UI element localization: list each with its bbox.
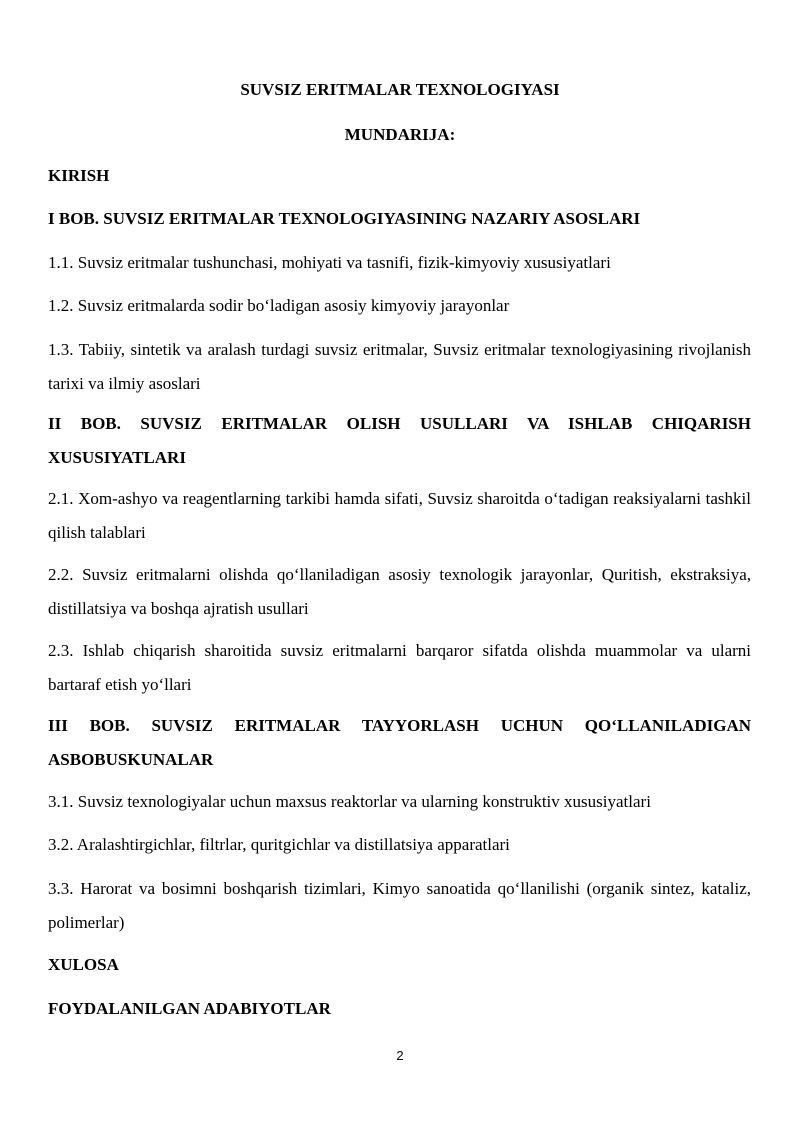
page-number: 2 [396, 1048, 404, 1063]
toc-section-3-3: 3.3. Harorat va bosimni boshqarish tizimlari, Kimyo sanoatida qo‘llanilishi (organik sintez, kataliz, polimerlar) [48, 879, 751, 932]
document-title: SUVSIZ ERITMALAR TEXNOLOGIYASI [240, 80, 560, 99]
toc-chapter1-heading: I BOB. SUVSIZ ERITMALAR TEXNOLOGIYASINING NAZARIY ASOSLARI [48, 209, 641, 228]
toc-chapter3-heading: III BOB. SUVSIZ ERITMALAR TAYYORLASH UCHUN QO‘LLANILADIGAN ASBOBUSKUNALAR [48, 716, 751, 769]
toc-section-1-2: 1.2. Suvsiz eritmalarda sodir bo‘ladigan asosiy kimyoviy jarayonlar [48, 296, 510, 315]
toc-section-3-1: 3.1. Suvsiz texnologiyalar uchun maxsus reaktorlar va ularning konstruktiv xususiyatlari [48, 792, 651, 811]
toc-section-1-3: 1.3. Tabiiy, sintetik va aralash turdagi suvsiz eritmalar, Suvsiz eritmalar texnologiyasining rivojlanish tarixi va ilmiy asoslari [48, 340, 751, 393]
toc-section-2-1: 2.1. Xom-ashyo va reagentlarning tarkibi hamda sifati, Suvsiz sharoitda o‘tadigan reaksiyalarni tashkil qilish talablari [48, 489, 751, 542]
toc-section-1-1: 1.1. Suvsiz eritmalar tushunchasi, mohiyati va tasnifi, fizik-kimyoviy xususiyatlari [48, 253, 611, 272]
toc-chapter2-heading: II BOB. SUVSIZ ERITMALAR OLISH USULLARI VA ISHLAB CHIQARISH XUSUSIYATLARI [48, 414, 751, 467]
toc-introduction: KIRISH [48, 166, 110, 185]
toc-section-3-2: 3.2. Aralashtirgichlar, filtrlar, quritgichlar va distillatsiya apparatlari [48, 835, 510, 854]
toc-conclusion: XULOSA [48, 955, 119, 974]
contents-heading: MUNDARIJA: [344, 125, 456, 144]
toc-section-2-2: 2.2. Suvsiz eritmalarni olishda qo‘llaniladigan asosiy texnologik jarayonlar, Quritish, ekstraksiya, distillatsiya va boshqa ajratish usullari [48, 565, 751, 618]
toc-section-2-3: 2.3. Ishlab chiqarish sharoitida suvsiz eritmalarni barqaror sifatda olishda muammolar va ularni bartaraf etish yo‘llari [48, 641, 751, 694]
toc-references: FOYDALANILGAN ADABIYOTLAR [48, 999, 331, 1018]
